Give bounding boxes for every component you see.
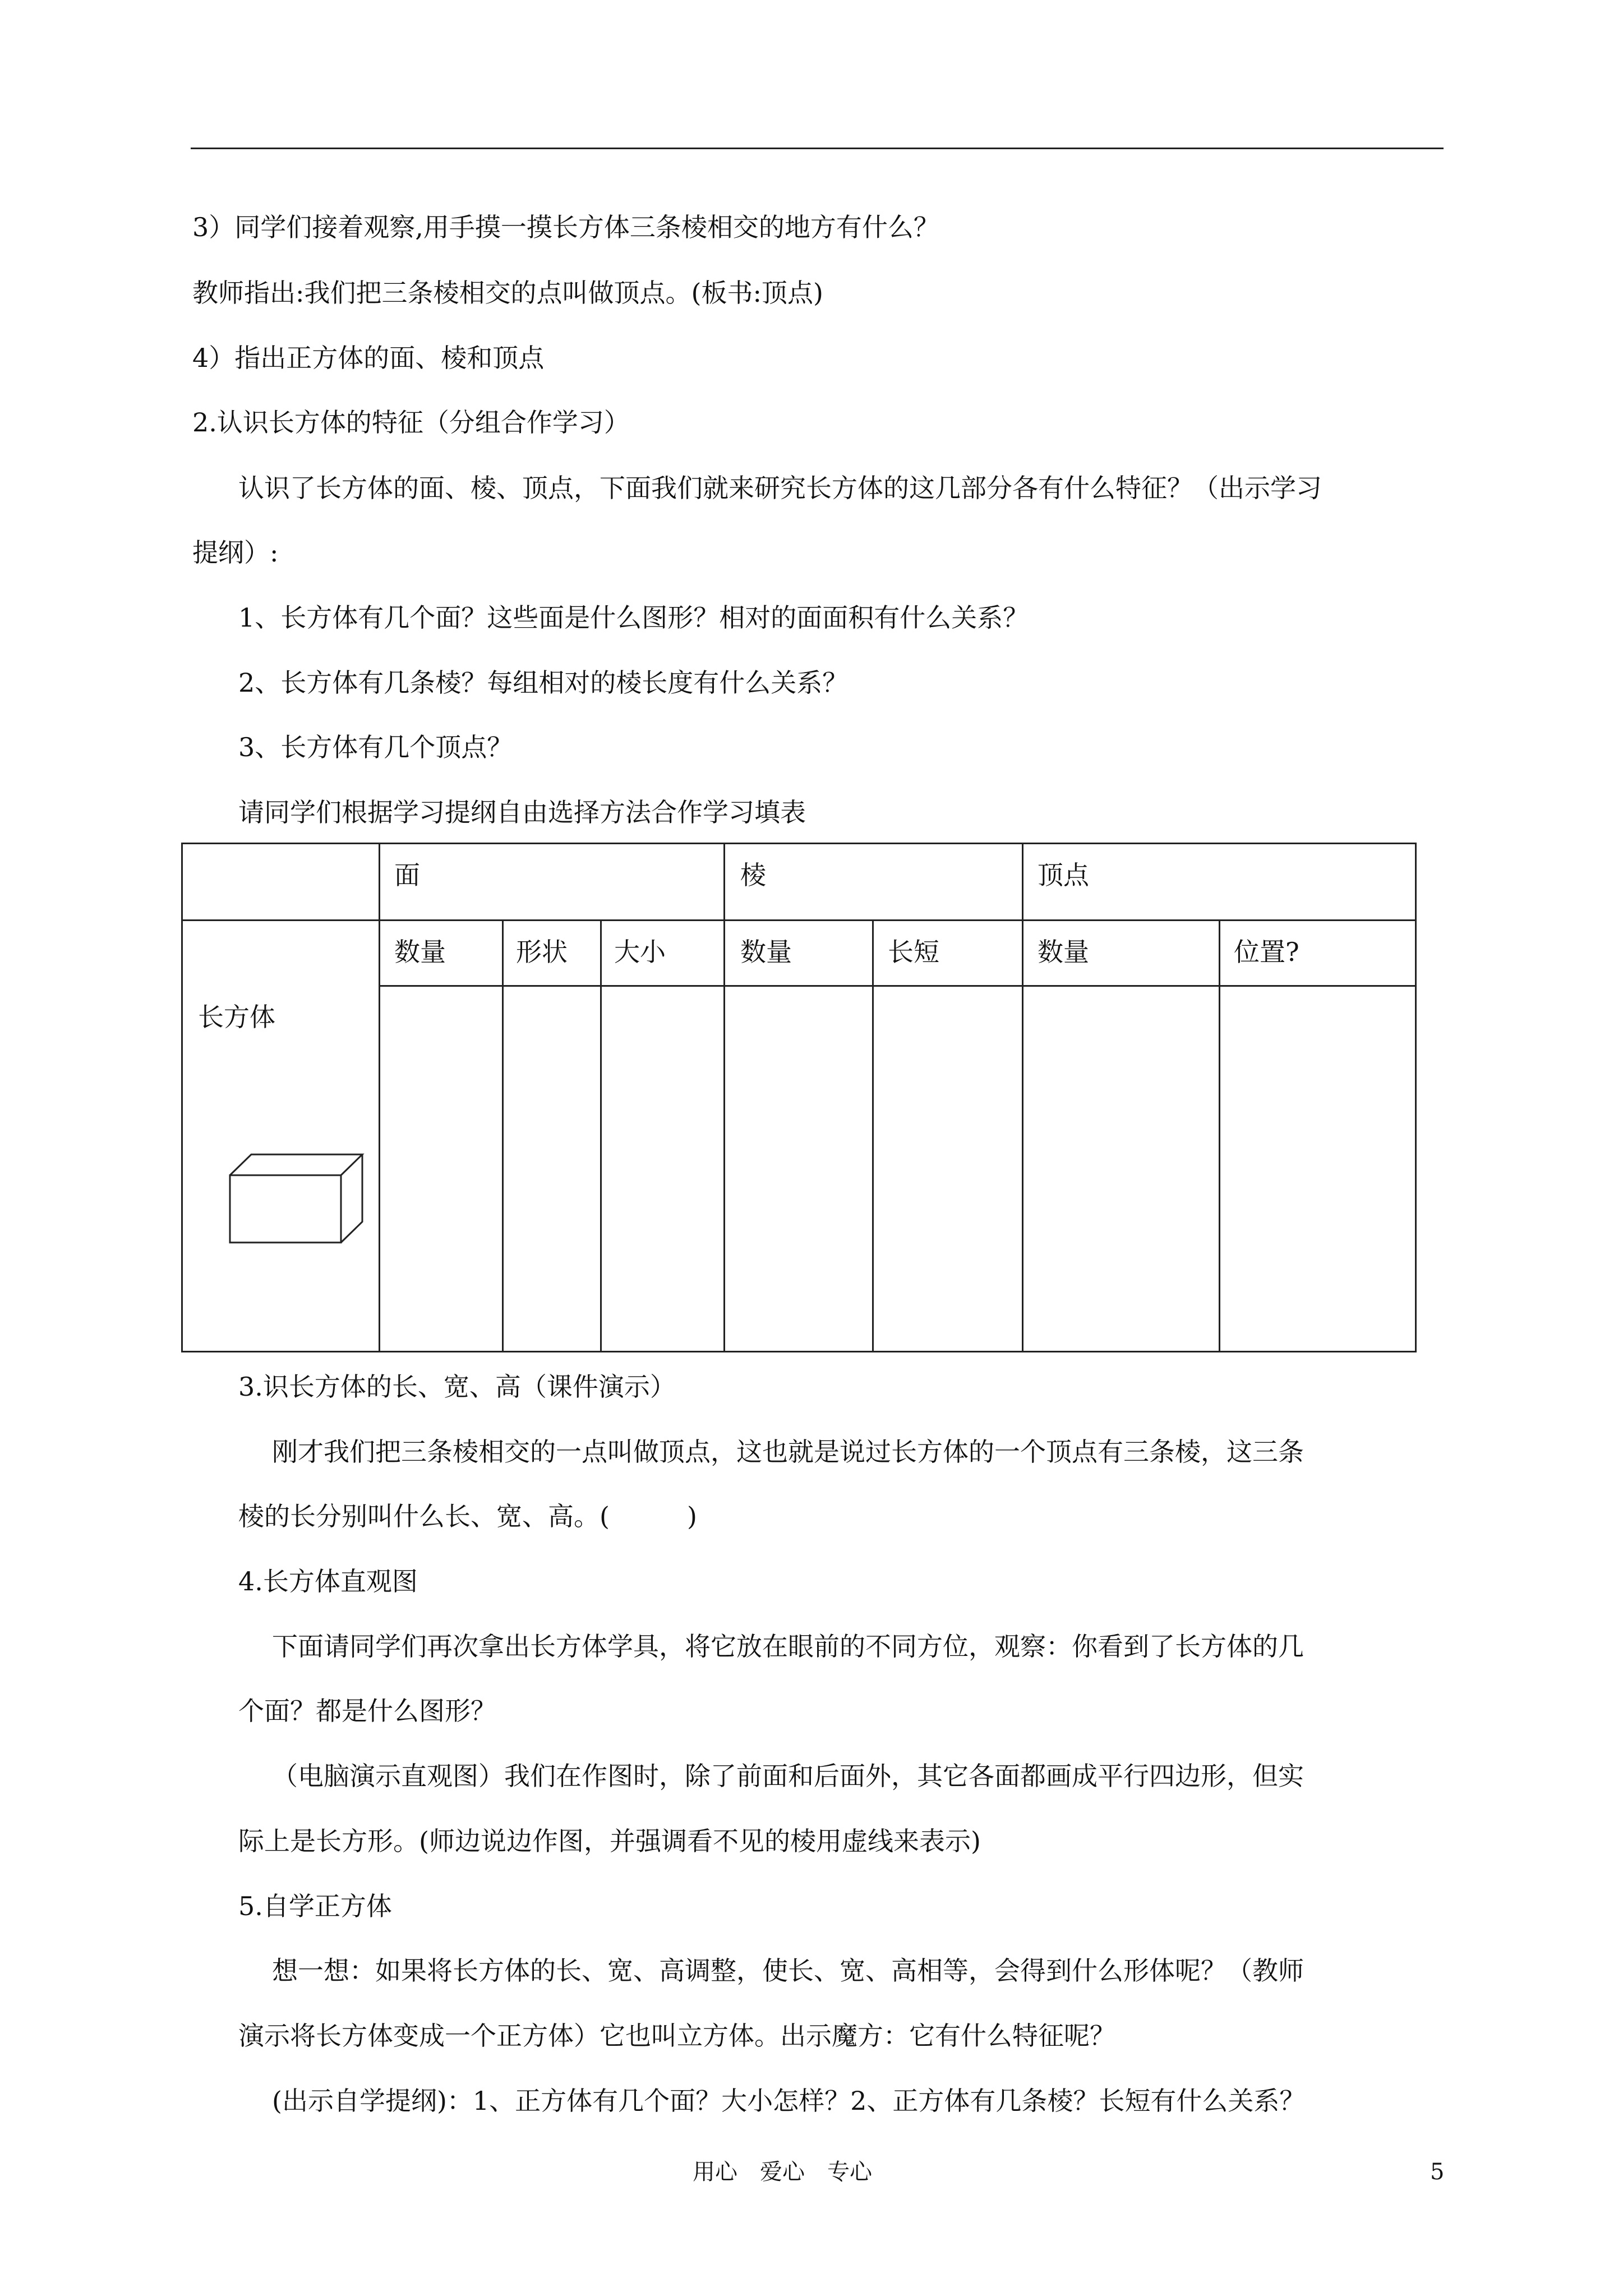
text-line: 刚才我们把三条棱相交的一点叫做顶点，这也就是说过长方体的一个顶点有三条棱，这三条 [272, 1437, 1304, 1467]
subheader-vertex-position: 位置? [1234, 937, 1299, 967]
header-edge: 棱 [740, 860, 766, 890]
subheader-face-count: 数量 [394, 937, 446, 967]
table-border-left [181, 843, 183, 1352]
cuboid-figure [224, 1150, 367, 1251]
table-col-divider [723, 843, 725, 1352]
text-line: 1、长方体有几个面？这些面是什么图形？相对的面面积有什么关系？ [238, 602, 1029, 633]
table-row-divider [379, 985, 1417, 987]
table-border-right [1415, 843, 1417, 1352]
subheader-face-shape: 形状 [516, 937, 568, 967]
table-row-divider [181, 919, 1417, 921]
table-border-bottom [181, 1351, 1417, 1352]
text-line: 提纲）: [192, 537, 279, 568]
subheader-face-size: 大小 [614, 937, 666, 967]
subheader-vertex-count: 数量 [1038, 937, 1089, 967]
section-heading: 2.认识长方体的特征（分组合作学习） [192, 407, 630, 438]
header-vertex: 顶点 [1038, 860, 1089, 890]
header-face: 面 [394, 860, 420, 890]
table-col-divider [1022, 843, 1023, 1352]
text-line: 教师指出:我们把三条棱相交的点叫做顶点。(板书:顶点) [192, 278, 823, 308]
text-line: 4）指出正方体的面、棱和顶点 [192, 343, 545, 373]
text-line: 个面？都是什么图形？ [238, 1696, 496, 1726]
text-line: （电脑演示直观图）我们在作图时，除了前面和后面外，其它各面都画成平行四边形，但实 [272, 1761, 1304, 1791]
text-line: 认识了长方体的面、棱、顶点，下面我们就来研究长方体的这几部分各有什么特征？（出示学习 [238, 473, 1322, 503]
subheader-edge-length: 长短 [888, 937, 939, 967]
table-border-top [181, 843, 1417, 844]
table-col-divider [600, 919, 602, 1352]
page-number: 5 [1430, 2159, 1445, 2185]
header-rule [191, 148, 1444, 149]
text-line: 棱的长分别叫什么长、宽、高。( ) [238, 1501, 697, 1531]
section-heading: 4.长方体直观图 [238, 1566, 418, 1596]
section-heading: 5.自学正方体 [238, 1891, 392, 1921]
row-label-cuboid: 长方体 [198, 1002, 275, 1032]
section-heading: 3.识长方体的长、宽、高（课件演示） [238, 1372, 676, 1402]
text-line: 际上是长方形。(师边说边作图，并强调看不见的棱用虚线来表示) [238, 1826, 981, 1856]
text-line: 3）同学们接着观察,用手摸一摸长方体三条棱相交的地方有什么？ [192, 212, 939, 242]
subheader-edge-count: 数量 [740, 937, 792, 967]
text-line: 演示将长方体变成一个正方体）它也叫立方体。出示魔方：它有什么特征呢？ [238, 2021, 1115, 2051]
text-line: 2、长方体有几条棱？每组相对的棱长度有什么关系？ [238, 668, 849, 698]
table-col-divider [872, 919, 874, 1352]
table-col-divider [379, 843, 380, 1352]
text-line: 请同学们根据学习提纲自由选择方法合作学习填表 [238, 797, 806, 827]
footer-motto: 用心 爱心 专心 [693, 2159, 872, 2185]
text-line: 下面请同学们再次拿出长方体学具，将它放在眼前的不同方位，观察：你看到了长方体的几 [272, 1631, 1304, 1662]
text-line: 3、长方体有几个顶点？ [238, 732, 513, 762]
text-line: 想一想：如果将长方体的长、宽、高调整，使长、宽、高相等，会得到什么形体呢？（教师 [272, 1955, 1304, 1986]
table-col-divider [1219, 919, 1220, 1352]
table-col-divider [502, 919, 504, 1352]
text-line: (出示自学提纲)：1、正方体有几个面？大小怎样？2、正方体有几条棱？长短有什么关系？ [272, 2086, 1306, 2116]
